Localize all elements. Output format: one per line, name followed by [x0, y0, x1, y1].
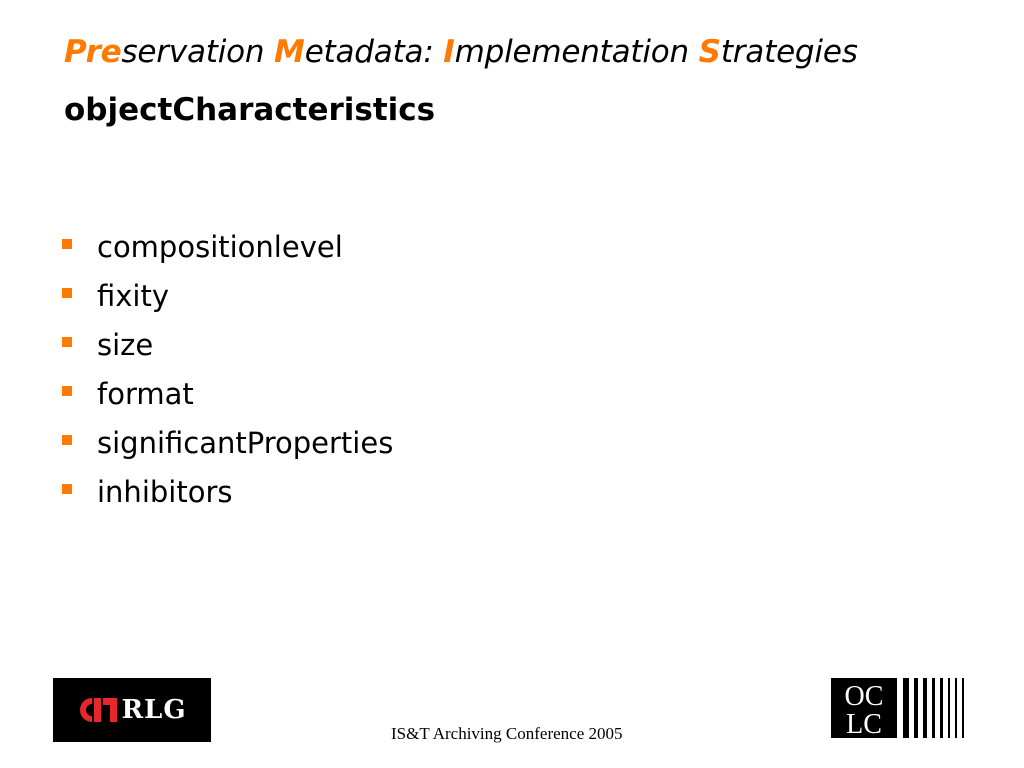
square-bullet-icon: [62, 337, 72, 347]
list-item: [62, 222, 393, 271]
square-bullet-icon: [62, 288, 72, 298]
list-item-text: size: [97, 327, 154, 362]
title-part: S: [698, 34, 721, 70]
bullet-list: [62, 222, 393, 516]
oclc-logo: [831, 678, 967, 738]
list-item-text: inhibitors: [97, 474, 233, 509]
title-part: servation: [121, 34, 275, 70]
square-bullet-icon: [62, 239, 72, 249]
title-part: trategies: [720, 34, 858, 70]
title-part: Pre: [64, 34, 122, 70]
list-item: [62, 418, 393, 467]
oclc-logo-text-top: OC: [844, 681, 884, 712]
slide-title: [64, 34, 858, 70]
list-item-text: fixity: [97, 278, 170, 313]
slide-subtitle: objectCharacteristics: [64, 92, 436, 128]
title-part: I: [443, 34, 455, 70]
rlg-logo: [53, 678, 211, 742]
rlg-emblem-icon: [77, 695, 119, 725]
footer-conference-text: IS&T Archiving Conference 2005: [391, 724, 623, 743]
oclc-logo-text-bottom: LC: [846, 709, 882, 738]
square-bullet-icon: [62, 435, 72, 445]
rlg-logo-text: RLG: [121, 695, 187, 725]
square-bullet-icon: [62, 386, 72, 396]
title-part: etadata:: [304, 34, 444, 70]
list-item: [62, 467, 393, 516]
square-bullet-icon: [62, 484, 72, 494]
list-item-text: significantProperties: [97, 425, 394, 460]
list-item: [62, 369, 393, 418]
list-item: [62, 320, 393, 369]
title-part: M: [274, 34, 305, 70]
list-item: [62, 271, 393, 320]
list-item-text: compositionlevel: [97, 229, 343, 264]
list-item-text: format: [97, 376, 194, 411]
title-part: mplementation: [454, 34, 699, 70]
